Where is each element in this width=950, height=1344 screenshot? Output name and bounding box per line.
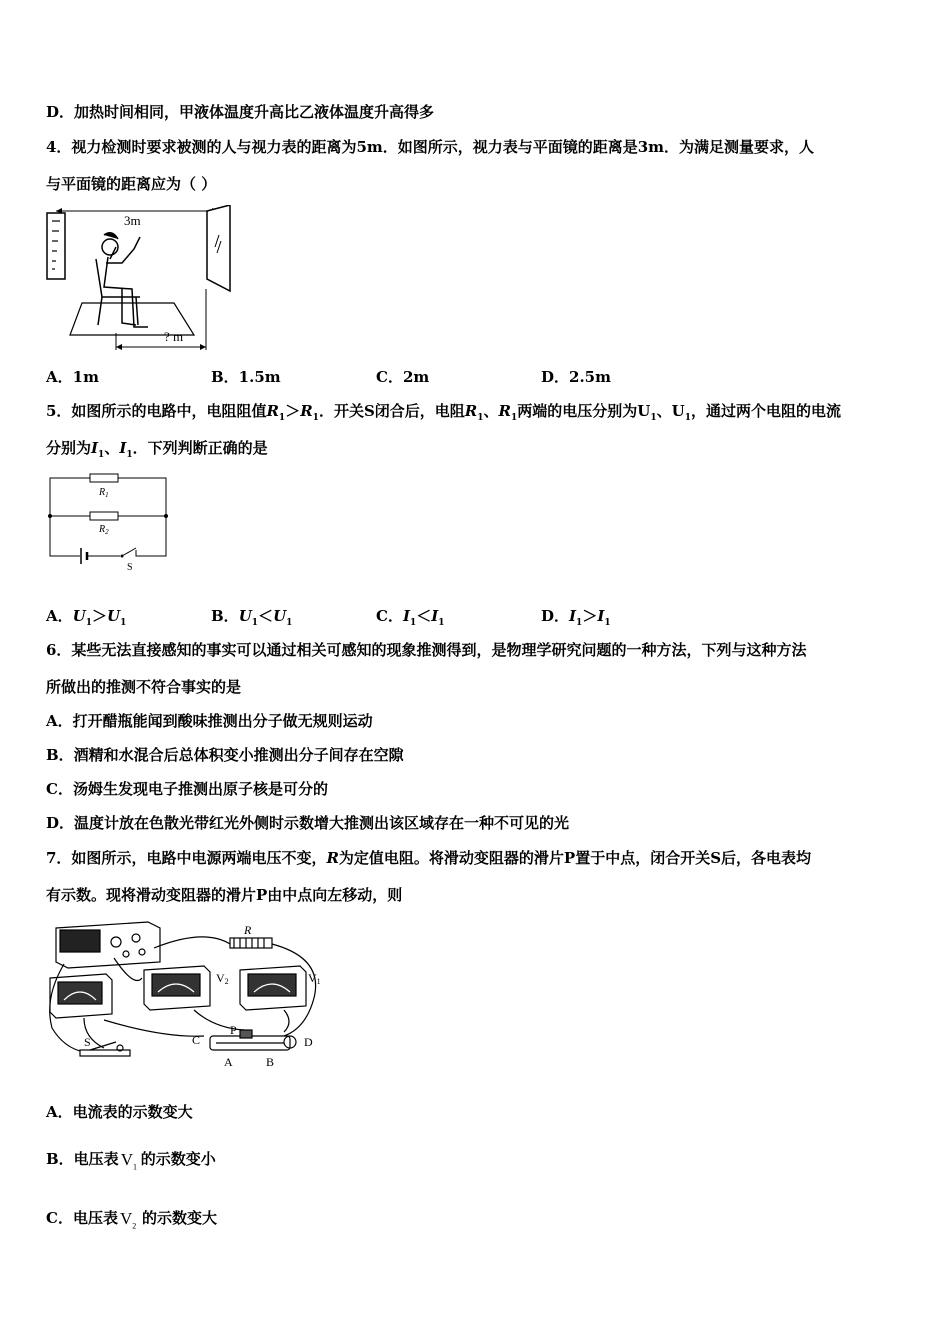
- label-b: B: [266, 1055, 275, 1069]
- label-r: R: [244, 923, 252, 937]
- q6-option-c: C．汤姆生发现电子推测出原子核是可分的: [46, 780, 328, 798]
- q6-stem-line2: 所做出的推测不符合事实的是: [46, 678, 242, 696]
- q4-stem-line2: 与平面镜的距离应为（ ）: [46, 175, 217, 193]
- q4-option-b: B．1.5m: [211, 368, 281, 386]
- label-c: C: [192, 1033, 201, 1047]
- q5-option-b: B．$U_1<U_1$: [211, 607, 293, 628]
- q7-option-c: C．电压表 $V_2$ 的示数变大: [46, 1208, 217, 1228]
- fixed-resistor: [230, 938, 272, 948]
- q5-option-c: C．$I_1<I_1$: [376, 607, 445, 628]
- q6-option-a: A．打开醋瓶能闻到酸味推测出分子做无规则运动: [46, 712, 373, 730]
- label-switch-s: S: [127, 562, 133, 573]
- label-v1: V1: [308, 971, 321, 986]
- q7-stem-line2: 有示数。现将滑动变阻器的滑片P由中点向左移动，则: [46, 886, 403, 904]
- label-a: A: [224, 1055, 233, 1069]
- q6-option-b: B．酒精和水混合后总体积变小推测出分子间存在空隙: [46, 746, 404, 764]
- q3-option-d: D．加热时间相同，甲液体温度升高比乙液体温度升高得多: [46, 103, 435, 121]
- switch-s: [80, 1050, 130, 1056]
- label-3m: 3m: [124, 213, 141, 228]
- eye-test-mirror-figure: [44, 205, 236, 353]
- q6-stem-line1: 6．某些无法直接感知的事实可以通过相关可感知的现象推测得到，是物理学研究问题的一种方法，下列与这种方法: [46, 641, 807, 659]
- q5-stem-line2: 分别为$I_1$、$I_1$．下列判断正确的是: [46, 439, 268, 460]
- label-s: S: [84, 1035, 91, 1049]
- q5-option-d: D．$I_1>I_1$: [541, 607, 611, 628]
- parallel-circuit-figure: [44, 468, 174, 578]
- label-r2: $R_2$: [99, 524, 109, 536]
- q4-option-a: A．1m: [46, 368, 99, 386]
- q5-option-a: A．$U_1>U_1$: [46, 607, 127, 628]
- label-unknown-m: ? m: [164, 329, 184, 344]
- q5-stem-line1: 5．如图所示的电路中，电阻阻值$R_1>R_1$．开关S闭合后，电阻$R_1$、$R_1$两端的电压分别为$U_1$、$U_1$，通过两个电阻的电流: [46, 402, 841, 423]
- q7-option-b: B．电压表 $V_1$ 的示数变小: [46, 1149, 216, 1169]
- q4-stem-line1: 4．视力检测时要求被测的人与视力表的距离为5m．如图所示，视力表与平面镜的距离是3m．为满足测量要求，人: [46, 138, 815, 156]
- symbol-v1: $V_1$: [120, 1150, 137, 1172]
- q4-option-c: C．2m: [376, 368, 430, 386]
- label-v2: V2: [216, 971, 229, 986]
- resistor-r1: [90, 474, 118, 482]
- q4-option-d: D．2.5m: [541, 368, 611, 386]
- q7-stem-line1: 7．如图所示，电路中电源两端电压不变，R为定值电阻。将滑动变阻器的滑片P置于中点，闭合开关S后，各电表均: [46, 849, 812, 867]
- label-r1: $R_1$: [99, 487, 109, 499]
- label-d: D: [304, 1035, 313, 1049]
- q7-option-a: A．电流表的示数变大: [46, 1103, 193, 1121]
- q6-option-d: D．温度计放在色散光带红光外侧时示数增大推测出该区域存在一种不可见的光: [46, 814, 570, 832]
- eye-chart: [47, 213, 65, 279]
- resistor-r2: [90, 512, 118, 520]
- label-p: P: [230, 1023, 237, 1037]
- symbol-v2: $V_2$: [119, 1209, 137, 1231]
- circuit-apparatus-figure: [44, 918, 334, 1073]
